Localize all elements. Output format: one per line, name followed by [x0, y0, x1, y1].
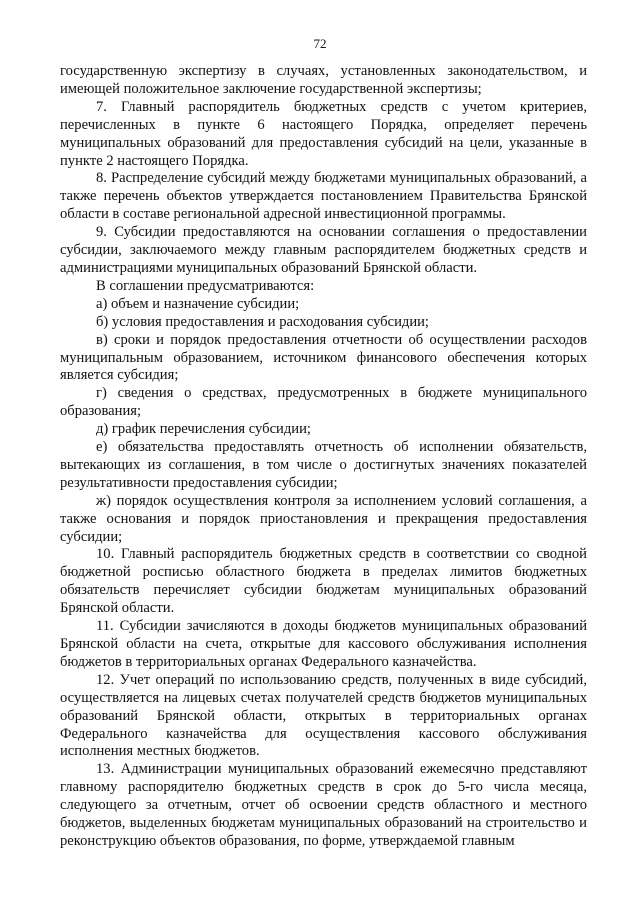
paragraph-subitem-e: е) обязательства предоставлять отчетность об исполнении обязательств, вытекающих из соглашения, в том числе о достигнутых значениях показателей результативности предоставления субсидии; [60, 439, 587, 491]
paragraph-item-12: 12. Учет операций по использованию средств, полученных в виде субсидий, осуществляется на лицевых счетах получателей средств бюджетов муниципальных образований Брянской области, открытых в территориальных органах Федерального казначейства для осуществления кассового обслуживания исполнения местных бюджетов. [60, 671, 587, 760]
paragraph-subitem-b: б) условия предоставления и расходования субсидии; [96, 313, 429, 330]
paragraph-item-13: 13. Администрации муниципальных образований ежемесячно представляют главному распорядителю бюджетных средств в срок до 5-го числа месяца, следующего за отчетным, отчет об освоении средств областного и местного бюджетов, выделенных бюджетам муниципальных образований на строительство и реконструкцию объектов образования, по форме, утверждаемой главным [60, 761, 587, 849]
document-body [60, 63, 587, 851]
paragraph-item-11: 11. Субсидии зачисляются в доходы бюджетов муниципальных образований Брянской области на счета, открытые для кассового обслуживания исполнения бюджетов в территориальных органах Федерального казначейства. [60, 618, 587, 670]
paragraph-item-9: 9. Субсидии предоставляются на основании соглашения о предоставлении субсидии, заключаемого между главным распорядителем бюджетных средств и администрациями муниципальных образований Брянской области. [60, 224, 587, 276]
paragraph-item-8: 8. Распределение субсидий между бюджетами муниципальных образований, а также перечень объектов утверждается постановлением Правительства Брянской области в составе региональной адресной инвестиционной программы. [60, 170, 587, 223]
paragraph-subitem-g: г) сведения о средствах, предусмотренных в бюджете муниципального образования; [60, 385, 587, 420]
paragraph-subitem-zh: ж) порядок осуществления контроля за исполнением условий соглашения, а также основания и порядок приостановления и прекращения предоставления субсидии; [60, 492, 587, 545]
paragraph-subitem-v: в) сроки и порядок предоставления отчетности об осуществлении расходов муниципальным образованием, источником финансового обеспечения которых является субсидия; [60, 331, 587, 384]
paragraph-agreement-intro: В соглашении предусматриваются: [96, 277, 315, 294]
page-number: 72 [313, 36, 327, 51]
paragraph-item-10: 10. Главный распорядитель бюджетных средств в соответствии со сводной бюджетной росписью областного бюджета в пределах лимитов бюджетных обязательств перечисляет субсидии бюджетам муниципальных образований Брянской области. [60, 546, 587, 617]
paragraph-subitem-d: д) график перечисления субсидии; [96, 421, 311, 438]
paragraph-continuation: государственную экспертизу в случаях, установленных законодательством, и имеющей положительное заключение государственной экспертизы; [60, 63, 587, 97]
paragraph-subitem-a: а) объем и назначение субсидии; [96, 295, 300, 312]
paragraph-item-7: 7. Главный распорядитель бюджетных средств с учетом критериев, перечисленных в пункте 6 настоящего Порядка, определяет перечень муниципальных образований для предоставления субсидий на цели, указанные в пункте 2 настоящего Порядка. [60, 98, 587, 169]
